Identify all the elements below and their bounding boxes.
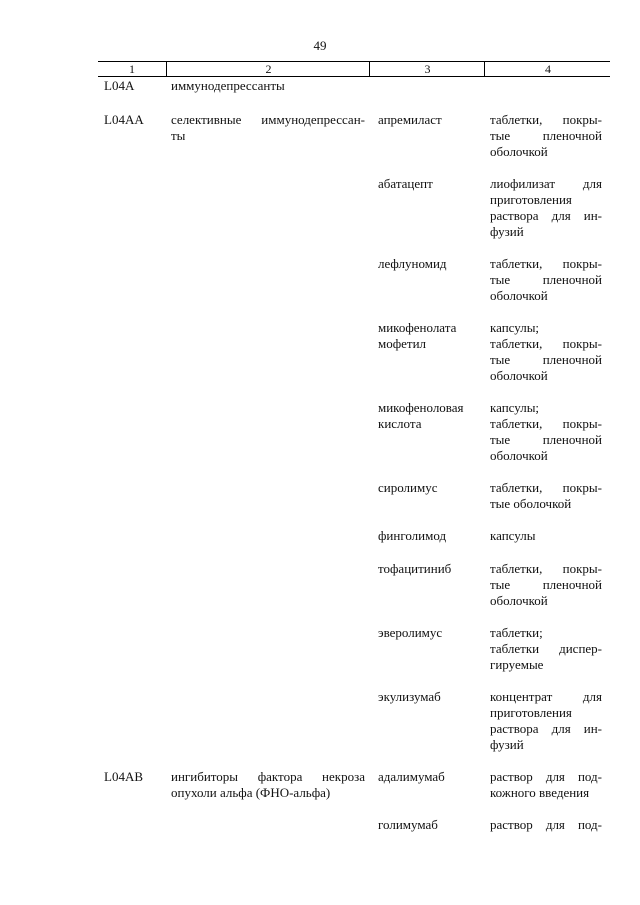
dosage-form [490,817,602,833]
dosage-form-line: оболочкой [490,368,548,383]
dosage-form-line: тые оболочкой [490,496,572,511]
dosage-form-line: тые пленочной [490,352,602,367]
dosage-form-line: лиофилизат для [490,176,602,191]
drug-name [378,256,488,272]
drug-name-line: микофеноловая [378,400,464,415]
dosage-form-line: раствора для ин- [490,721,602,736]
drug-name-line: апремиласт [378,112,442,127]
dosage-form-line: кожного введения [490,785,590,800]
page-number: 49 [313,38,327,53]
group-name-line: ингибиторы фактора некроза [171,769,365,784]
table-header-row [98,61,610,77]
dosage-form [490,112,602,160]
column-header-4: 4 [484,62,611,76]
drug-name [378,176,488,192]
dosage-form-line: таблетки, покры- [490,416,602,431]
dosage-form [490,176,602,240]
dosage-form-line: тые пленочной [490,432,602,447]
dosage-form-line: приготовления [490,192,572,207]
atc-code: L04AB [104,769,143,784]
dosage-form [490,625,602,673]
drug-name-line: мофетил [378,336,427,351]
dosage-form-line: оболочкой [490,448,548,463]
dosage-form-line: раствор для под- [490,817,602,832]
drug-name [378,480,488,496]
dosage-form [490,769,602,801]
dosage-form-line: таблетки, покры- [490,256,602,271]
atc-code: L04AA [104,112,144,127]
drug-name [378,689,488,705]
dosage-form-line: таблетки диспер- [490,641,602,656]
drug-name [378,400,488,432]
atc-group-name [171,112,365,144]
drug-name [378,528,488,544]
dosage-form-line: капсулы; [490,400,540,415]
dosage-form [490,400,602,464]
dosage-form-line: фузий [490,224,524,239]
dosage-form-line: фузий [490,737,524,752]
drug-name-line: экулизумаб [378,689,441,704]
drug-name-line: финголимод [378,528,447,543]
drug-name-line: эверолимус [378,625,443,640]
dosage-form-line: раствора для ин- [490,208,602,223]
dosage-form [490,689,602,753]
drug-name [378,625,488,641]
drug-name-line: микофенолата [378,320,457,335]
drug-name [378,817,488,833]
dosage-form-line: тые пленочной [490,128,602,143]
dosage-form-line: концентрат для [490,689,602,704]
column-header-3: 3 [369,62,485,76]
drug-name-line: голимумаб [378,817,438,832]
group-name-line: селективные иммунодепрессан- [171,112,365,127]
dosage-form-line: оболочкой [490,144,548,159]
column-header-2: 2 [166,62,370,76]
group-name-line: ты [171,128,186,143]
drug-name-line: тофацитиниб [378,561,452,576]
drug-name [378,320,488,352]
dosage-form-line: капсулы [490,528,536,543]
dosage-form-line: таблетки; [490,625,543,640]
dosage-form-line: таблетки, покры- [490,561,602,576]
drug-name-line: адалимумаб [378,769,445,784]
atc-code: L04A [104,78,135,93]
dosage-form-line: оболочкой [490,288,548,303]
drug-name-line: лефлуномид [378,256,447,271]
drug-name-line: кислота [378,416,422,431]
dosage-form-line: приготовления [490,705,572,720]
drug-table [98,61,610,77]
dosage-form [490,256,602,304]
dosage-form-line: таблетки, покры- [490,480,602,495]
column-header-1: 1 [129,62,135,76]
atc-group-name [171,769,365,801]
dosage-form [490,528,602,544]
dosage-form-line: оболочкой [490,593,548,608]
drug-name [378,769,488,785]
dosage-form-line: раствор для под- [490,769,602,784]
dosage-form [490,561,602,609]
dosage-form-line: капсулы; [490,320,540,335]
dosage-form-line: таблетки, покры- [490,112,602,127]
dosage-form [490,320,602,384]
dosage-form-line: тые пленочной [490,577,602,592]
drug-name [378,112,488,128]
group-name-line: опухоли альфа (ФНО-альфа) [171,785,331,800]
dosage-form [490,480,602,512]
atc-group-name: иммунодепрессанты [171,78,285,93]
dosage-form-line: таблетки, покры- [490,336,602,351]
dosage-form-line: гируемые [490,657,544,672]
dosage-form-line: тые пленочной [490,272,602,287]
drug-name-line: абатацепт [378,176,433,191]
drug-name-line: сиролимус [378,480,438,495]
drug-name [378,561,488,577]
